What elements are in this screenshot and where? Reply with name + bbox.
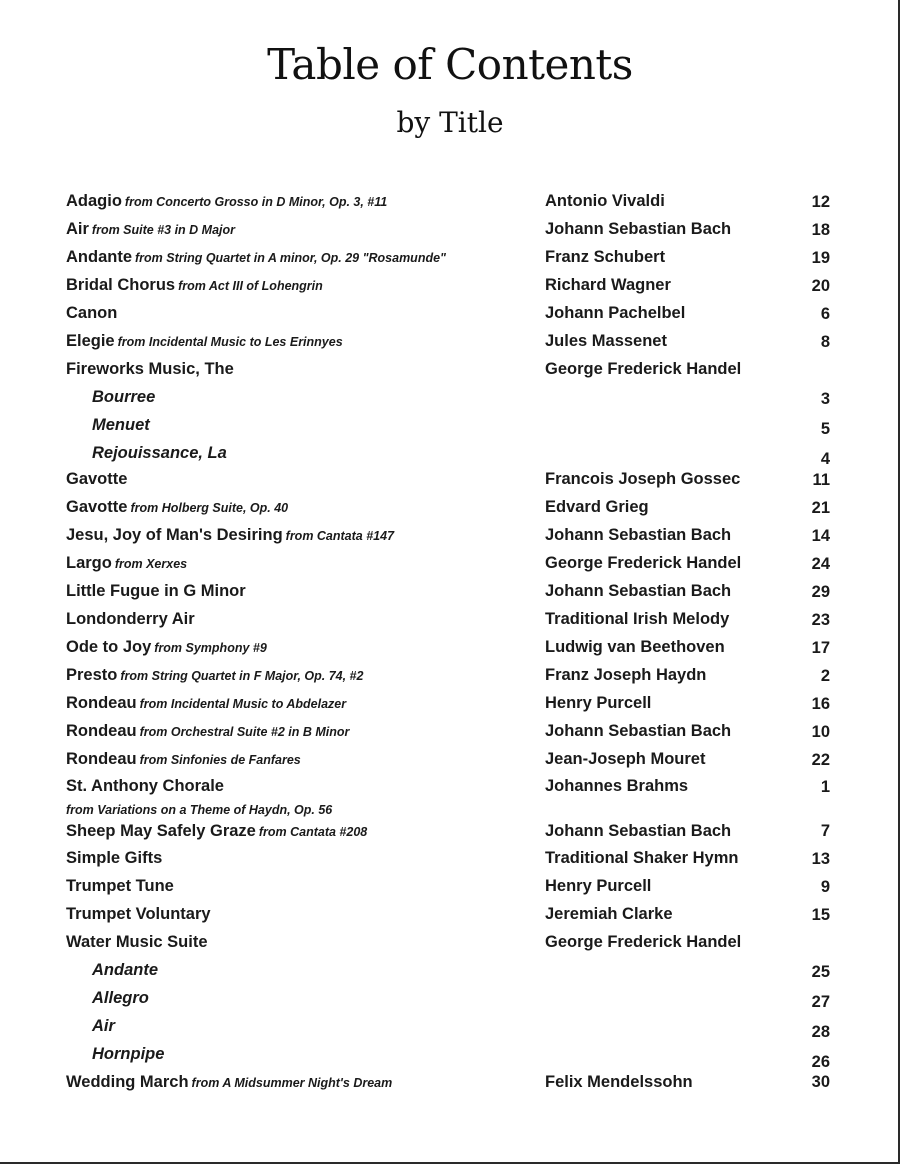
entry-title [66,276,323,295]
entry-title [66,360,234,379]
entry-source: from Orchestral Suite #2 in B Minor [139,725,350,739]
entry-page-number: 26 [811,1053,830,1071]
entry-page-number: 18 [811,221,830,239]
entry-title-text: Presto [66,666,118,684]
entry-composer: Francois Joseph Gossec [545,470,741,488]
entry-source: from String Quartet in A minor, Op. 29 "Rosamunde" [135,251,446,265]
entry-title-text: Gavotte [66,498,128,516]
entry-composer: Franz Joseph Haydn [545,666,707,684]
entry-title-text: Air [92,1017,115,1035]
entry-title-text: Wedding March [66,1073,189,1091]
entry-title-text: Water Music Suite [66,933,208,951]
entry-title-text: Largo [66,554,112,572]
page-title: Table of Contents [267,40,633,89]
entry-composer: Johann Sebastian Bach [545,822,732,840]
entry-title-text: Bridal Chorus [66,276,176,294]
entry-page-number: 29 [811,583,830,601]
entry-page-number: 3 [820,390,830,408]
entry-source: from Concerto Grosso in D Minor, Op. 3, #11 [124,195,388,209]
entry-composer: Jules Massenet [545,332,667,350]
entry-title-text: Little Fugue in G Minor [66,582,246,600]
entry-title-text: Fireworks Music, The [66,360,234,378]
entry-composer: Johann Sebastian Bach [545,722,732,740]
entry-page-number: 1 [820,778,830,796]
entry-composer: Traditional Shaker Hymn [545,849,739,867]
entry-title [66,526,394,545]
entry-source: from Xerxes [114,557,188,571]
entry-composer: George Frederick Handel [545,933,742,951]
entry-title-text: Andante [66,248,132,266]
entry-title-text: Rejouissance, La [92,444,227,462]
entry-source: from Symphony #9 [154,641,267,655]
entry-title [66,1073,392,1092]
entry-page-number: 9 [820,878,830,896]
entry-title [92,989,149,1008]
entry-title-text: Menuet [92,416,150,434]
entry-page-number: 11 [812,471,830,489]
entry-composer: Johannes Brahms [545,777,689,795]
entry-composer: Richard Wagner [545,276,671,294]
entry-page-number: 7 [820,822,830,840]
entry-title-text: Rondeau [66,722,137,740]
entry-title-text: Simple Gifts [66,849,163,867]
entry-title [66,470,127,489]
entry-page-number: 19 [811,249,830,267]
entry-title-text: Canon [66,304,118,322]
entry-title-text: Londonderry Air [66,610,195,628]
entry-composer: George Frederick Handel [545,360,742,378]
entry-title [66,554,187,573]
entry-title-text: Rondeau [66,750,137,768]
entry-composer: Antonio Vivaldi [545,192,665,210]
entry-source: from String Quartet in F Major, Op. 74, #2 [120,669,364,683]
entry-title [66,304,117,323]
entry-title-text: Hornpipe [92,1045,165,1063]
entry-title [92,961,158,980]
entry-page-number: 10 [811,723,830,741]
entry-page-number: 6 [820,305,830,323]
entry-title [92,444,227,463]
entry-composer: Johann Sebastian Bach [545,526,732,544]
entry-source: from Act III of Lohengrin [178,279,323,293]
entry-title [66,722,349,741]
entry-title-text: Elegie [66,332,115,350]
entry-composer: Edvard Grieg [545,498,649,516]
entry-source: from Cantata #208 [258,825,368,839]
entry-title-text: Ode to Joy [66,638,152,656]
entry-title-text: Trumpet Voluntary [66,905,211,923]
st-anthony-source-note: from Variations on a Theme of Haydn, Op. 56 [66,803,333,817]
entry-title [66,638,267,657]
entry-composer: Jean-Joseph Mouret [545,750,706,768]
entry-title [92,1017,115,1036]
entry-composer: Johann Sebastian Bach [545,220,732,238]
entry-title [66,332,343,351]
entry-page-number: 13 [811,850,830,868]
entry-page-number: 21 [811,499,830,517]
entry-composer: Johann Sebastian Bach [545,582,732,600]
entry-page-number: 17 [811,639,830,657]
entry-page-number: 28 [811,1023,830,1041]
entry-title [66,220,235,239]
entry-composer: Johann Pachelbel [545,304,686,322]
entry-source: from Incidental Music to Abdelazer [139,697,347,711]
entry-source: from Cantata #147 [285,529,395,543]
entry-title [66,666,363,685]
entry-source: from Suite #3 in D Major [91,223,236,237]
entry-title [92,1045,164,1064]
entry-title-text: Jesu, Joy of Man's Desiring [66,526,283,544]
page-subtitle: by Title [396,106,504,139]
entry-page-number: 8 [820,333,830,351]
entry-page-number: 14 [811,527,830,545]
entry-composer: Henry Purcell [545,694,652,712]
entry-title [66,582,246,601]
entry-page-number: 15 [811,906,830,924]
entry-page-number: 25 [811,963,830,981]
entry-title [66,750,301,769]
entry-title [66,933,208,952]
entry-source: from A Midsummer Night's Dream [191,1076,393,1090]
entry-title [66,822,367,841]
entry-page-number: 30 [811,1073,830,1091]
entry-page-number: 24 [811,555,830,573]
entry-page-number: 16 [811,695,830,713]
entry-title-text: St. Anthony Chorale [66,777,224,795]
entry-title-text: Bourree [92,388,156,406]
entry-composer: Henry Purcell [545,877,652,895]
entry-title-text: Adagio [66,192,122,210]
entry-title-text: Trumpet Tune [66,877,174,895]
entry-title-text: Air [66,220,89,238]
entry-page-number: 5 [820,420,830,438]
entry-title-text: Allegro [92,989,149,1007]
entry-title [92,388,155,407]
entry-composer: Felix Mendelssohn [545,1073,693,1091]
entry-title [66,777,224,796]
entry-title-text: Sheep May Safely Graze [66,822,256,840]
entry-page-number: 2 [820,667,830,685]
entry-page-number: 20 [811,277,830,295]
entry-title [66,905,211,924]
entry-source: from Incidental Music to Les Erinnyes [117,335,343,349]
entry-title-text: Gavotte [66,470,128,488]
entry-page-number: 27 [811,993,830,1011]
entry-title [66,248,446,267]
entry-title [92,416,150,435]
entry-title [66,877,174,896]
entry-page-number: 23 [811,611,830,629]
entry-page-number: 12 [811,193,830,211]
entry-title [66,192,387,211]
entry-title-text: Andante [92,961,158,979]
entry-title-text: Rondeau [66,694,137,712]
entry-page-number: 4 [820,450,830,468]
entry-source: from Sinfonies de Fanfares [139,753,301,767]
entry-source: from Holberg Suite, Op. 40 [130,501,289,515]
entry-composer: Jeremiah Clarke [545,905,673,923]
entry-title [66,849,162,868]
entry-title [66,498,288,517]
entry-composer: Franz Schubert [545,248,666,266]
entry-composer: Traditional Irish Melody [545,610,730,628]
entry-title [66,610,195,629]
entry-page-number: 22 [811,751,830,769]
entry-composer: George Frederick Handel [545,554,742,572]
entry-composer: Ludwig van Beethoven [545,638,725,656]
entry-title [66,694,346,713]
